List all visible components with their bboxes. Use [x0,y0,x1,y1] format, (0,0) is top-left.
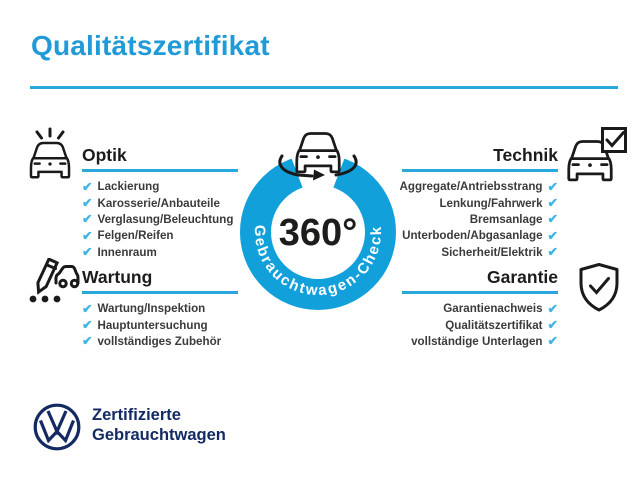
checklist-item [82,333,238,349]
section-wartung [82,267,238,350]
check-icon: ✔ [547,212,558,227]
badge-center-label: 360° [278,212,358,254]
item-label: vollständiges Zubehör [97,335,222,349]
wartung-heading: Wartung [82,267,153,287]
technik-heading: Technik [493,145,558,165]
checklist-item [82,301,238,317]
checklist-item [348,317,558,333]
item-label: Lackierung [97,180,160,194]
check-icon: ✔ [82,195,93,210]
item-label: Unterboden/Abgasanlage [402,229,543,243]
checklist-item [82,211,238,227]
item-label: Qualitätszertifikat [445,318,543,332]
brand-name [92,405,226,445]
check-icon: ✔ [82,245,93,260]
check-icon: ✔ [547,245,558,260]
check-icon: ✔ [547,317,558,332]
checklist-item [82,244,238,260]
shield-check-icon [576,261,622,315]
check-icon: ✔ [547,334,558,349]
item-label: Felgen/Reifen [97,229,174,243]
item-label: Aggregate/Antriebsstrang [399,180,543,194]
check-icon: ✔ [547,179,558,194]
item-label: Verglasung/Beleuchtung [97,213,234,227]
item-label: Lenkung/Fahrwerk [439,196,543,210]
item-label: Wartung/Inspektion [97,302,206,316]
item-label: Karosserie/Anbauteile [97,196,220,210]
car-checkbox-icon [562,127,630,183]
check-icon: ✔ [82,334,93,349]
item-label: vollständige Unterlagen [411,335,543,349]
check-icon: ✔ [82,228,93,243]
item-label: Bremsanlage [469,213,543,227]
optik-underline [82,169,238,172]
item-label: Sicherheit/Elektrik [441,245,543,259]
brand-line-2: Gebrauchtwagen [92,426,226,444]
check-icon: ✔ [82,317,93,332]
checklist-item [82,228,238,244]
check-icon: ✔ [547,301,558,316]
car-shine-icon [24,127,76,179]
checklist-item [348,333,558,349]
checklist-item [82,317,238,333]
title-divider [30,86,618,89]
optik-checklist [82,179,238,261]
page-title: Qualitätszertifikat [31,30,270,61]
brand-line-1: Zertifizierte [92,406,181,424]
check-icon: ✔ [82,301,93,316]
wartung-underline [82,291,238,294]
technik-underline [402,169,558,172]
item-label: Innenraum [97,245,157,259]
check-icon: ✔ [547,195,558,210]
optik-heading: Optik [82,145,127,165]
check-icon: ✔ [82,212,93,227]
badge-ring-label: Gebrauchtwagen-Check [250,224,386,300]
checklist-item [82,179,238,195]
item-label: Garantienachweis [443,302,543,316]
wartung-checklist [82,301,238,350]
badge-360 [228,118,408,318]
item-label: Hauptuntersuchung [97,318,208,332]
check-icon: ✔ [547,228,558,243]
garantie-underline [402,291,558,294]
checklist-item [82,195,238,211]
section-optik [82,145,238,261]
garantie-heading: Garantie [487,267,558,287]
check-icon: ✔ [82,179,93,194]
pencil-car-icon [26,258,80,304]
vw-logo [32,402,82,452]
